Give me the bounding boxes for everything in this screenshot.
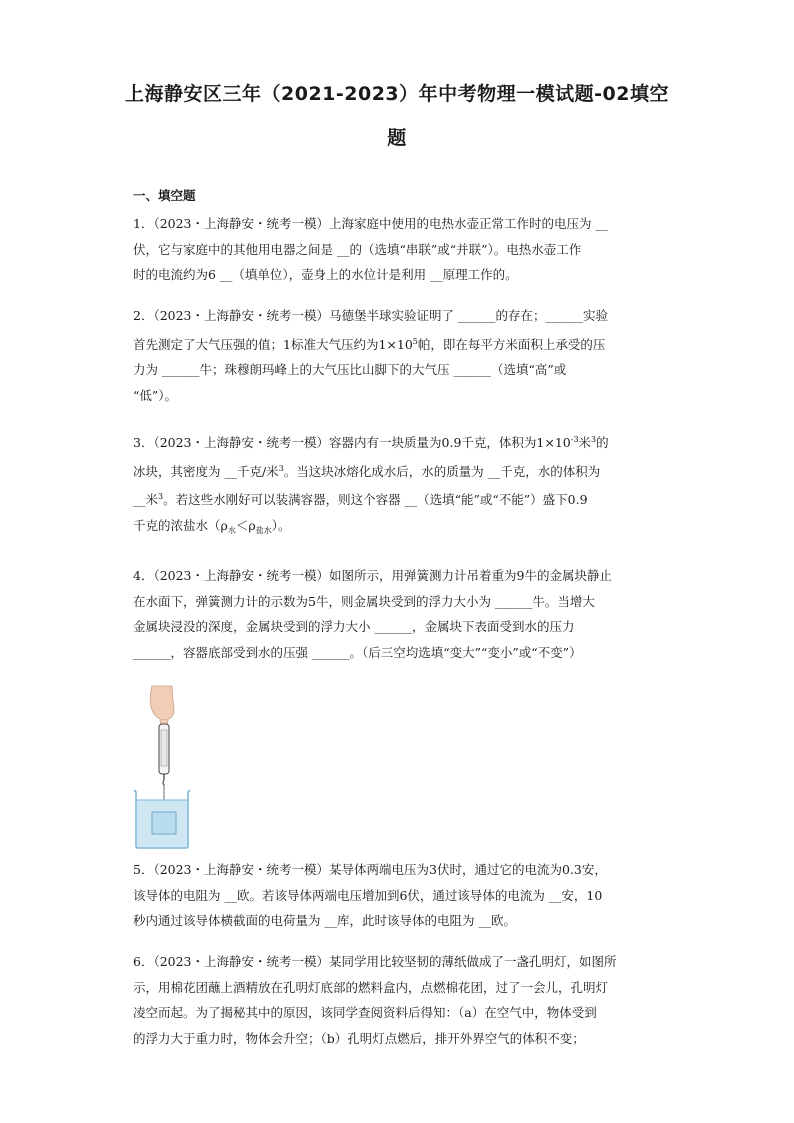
title-line-2: 题 (387, 127, 407, 149)
section-heading: 一、填空题 (133, 188, 196, 203)
question-5-line: 秒内通过该导体横截面的电荷量为 __库，此时该导体的电阻为 __欧。 (133, 913, 516, 928)
question-2-line: 首先测定了大气压强的值；1标准大气压约为$1\times 10^5$帕，即在每平方米面积上承受的压 (133, 336, 606, 352)
question-4-line: 金属块浸没的深度，金属块受到的浮力大小 ______，金属块下表面受到水的压力 (133, 619, 575, 634)
metal-block (152, 812, 176, 834)
title-line-1: 上海静安区三年（2021-2023）年中考物理一模试题-02填空 (125, 83, 669, 105)
question-3 (133, 427, 663, 543)
question-1-line: 1．（2023・上海静安・统考一模）上海家庭中使用的电热水壶正常工作时的电压为 __ (133, 216, 608, 231)
question-5-line: 该导体的电阻为 __欧。若该导体两端电压增加到6伏，通过该导体的电流为 __安，10 (133, 887, 603, 903)
question-2 (133, 303, 663, 408)
question-2-line: 2．（2023・上海静安・统考一模）马德堡半球实验证明了 ______的存在；______实验 (133, 308, 608, 323)
question-1-line: 伏，它与家庭中的其他用电器之间是 __的（选填“串联”或“并联”）。电热水壶工作 (133, 241, 582, 257)
question-4 (133, 563, 663, 665)
question-3-line: 3．（2023・上海静安・统考一模）容器内有一块质量为0.9千克，体积为$1\times 10^{-3}$米$^3$的 (133, 435, 609, 450)
question-4-line: 4．（2023・上海静安・统考一模）如图所示，用弹簧测力计吊着重为9牛的金属块静止 (133, 568, 612, 583)
question-5 (133, 857, 663, 934)
question-3-line: 千克的浓盐水$(\rho_水<\rho_{盐水})$。 (133, 517, 291, 535)
question-3-line: __米$^3$。若这些水刚好可以装满容器，则这个容器 __（选填“能”或“不能”）盛下0.9 (133, 492, 588, 507)
question-4-line: ______，容器底部受到水的压强 ______。（后三空均选填“变大”“变小”或“不变”） (133, 644, 582, 660)
question-6 (133, 949, 663, 1051)
question-2-line: 力为 ______牛；珠穆朗玛峰上的大气压比山脚下的大气压 ______（选填“高”或 (133, 362, 567, 377)
spring-scale-beaker-figure (130, 684, 194, 850)
question-6-line: 的浮力大于重力时，物体会升空；（b）孔明灯点燃后，排开外界空气的体积不变； (133, 1030, 585, 1046)
question-6-line: 凌空而起。为了揭秘其中的原因，该同学查阅资料后得知：（a）在空气中，物体受到 (133, 1005, 597, 1020)
question-4-line: 在水面下，弹簧测力计的示数为5牛，则金属块受到的浮力大小为 ______牛。当增大 (133, 593, 595, 609)
question-6-line: 示，用棉花团蘸上酒精放在孔明灯底部的燃料盒内，点燃棉花团，过了一会儿，孔明灯 (133, 979, 609, 995)
question-3-line: 冰块，其密度为 __千克/米$^3$。当这块冰熔化成水后，水的质量为 __千克，水的体积为 (133, 463, 601, 479)
question-1 (133, 211, 663, 288)
question-6-line: 6．（2023・上海静安・统考一模）某同学用比较坚韧的薄纸做成了一盏孔明灯，如图所 (133, 954, 617, 969)
question-5-line: 5．（2023・上海静安・统考一模）某导体两端电压为3伏时，通过它的电流为0.3安， (133, 862, 607, 877)
question-1-line: 时的电流约为6 __（填单位），壶身上的水位计是利用 __原理工作的。 (133, 267, 518, 282)
page-title (100, 72, 694, 160)
hand-illustration (150, 686, 174, 720)
question-2-line: “低”）。 (133, 387, 178, 403)
